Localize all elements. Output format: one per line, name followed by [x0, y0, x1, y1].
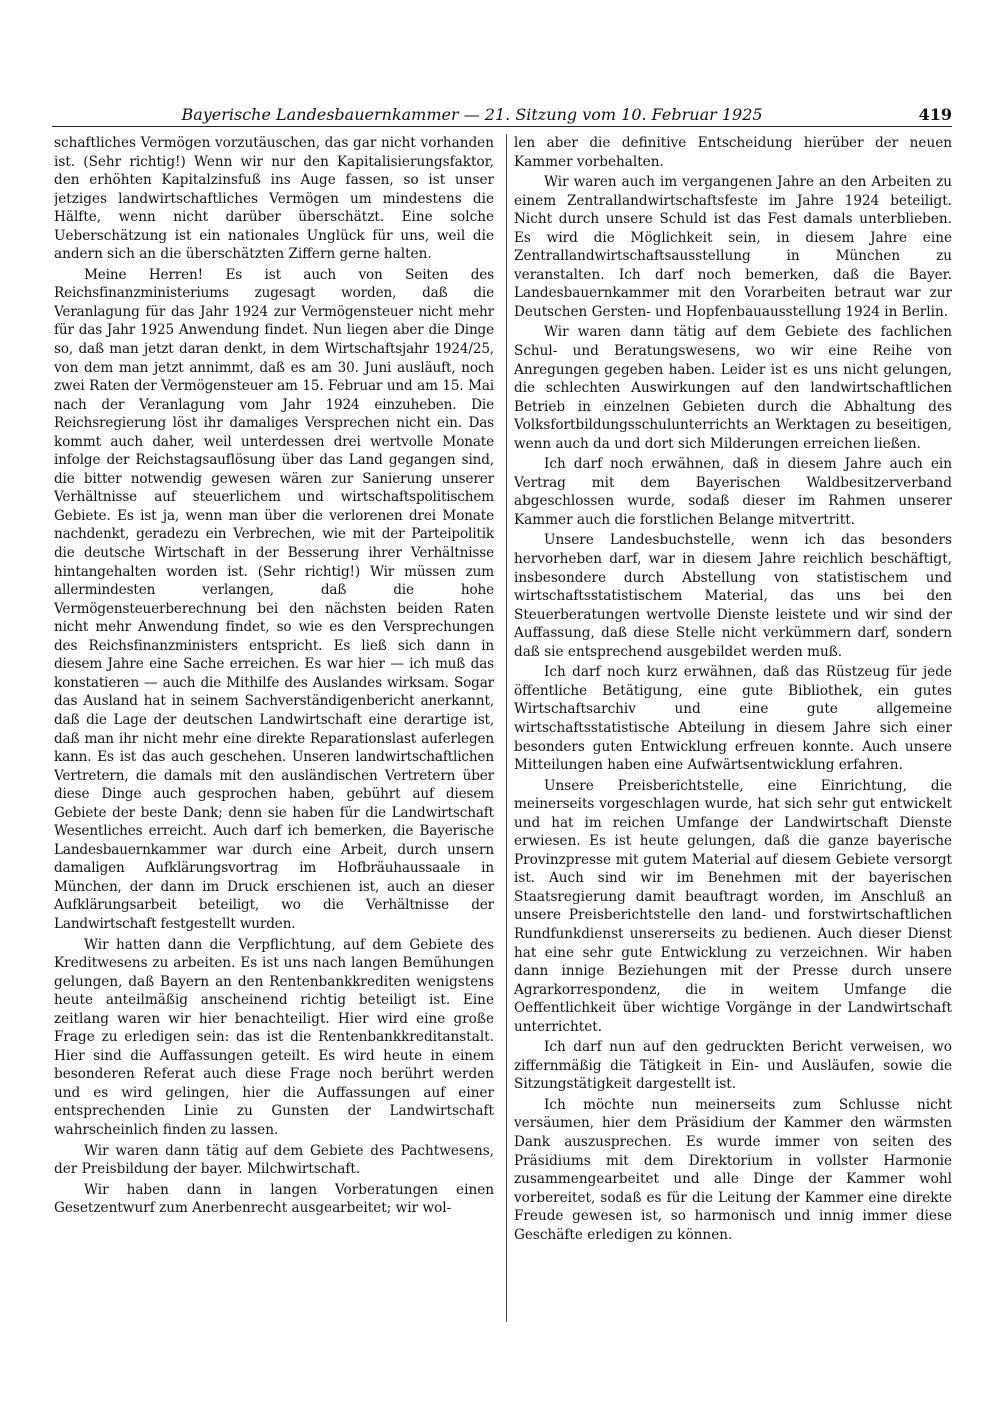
left-column: [54, 134, 494, 1324]
paragraph: Ich darf noch erwähnen, daß in diesem Jahre auch ein Vertrag mit dem Bayerischen Waldbesitzerverband abgeschlossen wurde, sodaß dieser im Rahmen unserer Kammer auch die forstlichen Belange mitvertritt.: [514, 456, 952, 528]
paragraph: len aber die definitive Entscheidung hierüber der neuen Kammer vorbehalten.: [514, 135, 952, 170]
paragraph: Ich möchte nun meinerseits zum Schlusse nicht versäumen, hier dem Präsidium der Kammer den wärmsten Dank auszusprechen. Es wurde immer von seiten des Präsidiums mit dem Direktorium in vollster Harmonie zusammengearbeitet und alle Dinge der Kammer wohl vorbereitet, sodaß es für die Leitung der Kammer eine direkte Freude gewesen ist, so harmonisch und innig immer diese Geschäfte erledigen zu können.: [514, 1096, 952, 1243]
paragraph: Wir hatten dann die Verpflichtung, auf dem Gebiete des Kreditwesens zu arbeiten. Es ist uns nach langen Bemühungen gelungen, daß Bayern an den Rentenbankkrediten wenigstens heute anteilmäßig anscheinend richtig beteiligt ist. Eine zeitlang waren wir hier benachteiligt. Hier wird eine große Frage zu erledigen sein: das ist die Rentenbankkreditanstalt. Hier sind die Auffassungen geteilt. Es wird heute in einem besonderen Referat auch diese Frage noch berührt werden und es wird gelingen, hier die Auffassungen auf einer entsprechenden Linie zu Gunsten der Landwirtschaft wahrscheinlich finden zu lassen.: [54, 936, 494, 1138]
paragraph: Wir waren auch im vergangenen Jahre an den Arbeiten zu einem Zentrallandwirtschaftsfeste im Jahre 1924 beteiligt. Nicht durch unsere Schuld ist das Fest damals unterblieben. Es wird die Möglichkeit sein, in diesem Jahre eine Zentrallandwirtschaftsausstellung in München zu veranstalten. Ich darf noch bemerken, daß die Bayer. Landesbauernkammer mit den Vorarbeiten betraut war zur Deutschen Gersten- und Hopfenbauausstellung 1924 in Berlin.: [514, 174, 952, 320]
running-header: [52, 98, 952, 124]
running-title: Bayerische Landesbauernkammer — 21. Sitzung vom 10. Februar 1925: [181, 105, 763, 124]
paragraph: Ich darf noch kurz erwähnen, daß das Rüstzeug für jede öffentliche Betätigung, eine gute Bibliothek, ein gutes Wirtschaftsarchiv und eine gute allgemeine wirtschaftsstatistische Abteilung in diesem Jahre sich einer besonders guten Entwicklung erfreuen konnte. Auch unsere Mitteilungen haben eine Aufwärtsentwicklung erfahren.: [514, 664, 952, 774]
paragraph: schaftliches Vermögen vorzutäuschen, das gar nicht vorhanden ist. (Sehr richtig!) Wenn wir nur den Kapitalisierungsfaktor, den erhöhten Kapitalzinsfuß ins Auge fassen, so ist unser jetziges landwirtschaftliches Vermögen um mindestens die Hälfte, wenn nicht darüber überschätzt. Eine solche Ueberschätzung ist ein nationales Unglück für uns, weil die andern sich an die überschätzten Ziffern gerne halten.: [54, 135, 494, 263]
paragraph: Wir haben dann in langen Vorberatungen einen Gesetzentwurf zum Anerbenrecht ausgearbeitet; wir wol-: [54, 1181, 494, 1217]
right-column: [514, 134, 952, 1324]
paragraph: Wir waren dann tätig auf dem Gebiete des fachlichen Schul- und Beratungswesens, wo wir eine Reihe von Anregungen gegeben haben. Leider ist es uns nicht gelungen, die schlechten Auswirkungen auf den landwirtschaftlichen Betrieb in einzelnen Gebieten durch die Abhaltung des Volksfortbildungsschulunterrichts an Werktagen zu beseitigen, wenn auch da und dort sich Milderungen erreichen ließen.: [514, 324, 952, 452]
paragraph: Unsere Landesbuchstelle, wenn ich das besonders hervorheben darf, war in diesem Jahre reichlich beschäftigt, insbesondere durch Abstellung von statistischem und wirtschaftsstatistischem Material, das uns bei den Steuerberatungen wertvolle Dienste leistete und wir sind der Auffassung, daß diese Stelle nicht verkümmern darf, sondern daß sie entsprechend ausgebildet werden muß.: [514, 532, 952, 660]
paragraph: Ich darf nun auf den gedruckten Bericht verweisen, wo ziffernmäßig die Tätigkeit in Ein- und Ausläufen, sowie die Sitzungstätigkeit dargestellt ist.: [514, 1039, 952, 1093]
paragraph: Wir waren dann tätig auf dem Gebiete des Pachtwesens, der Preisbildung der bayer. Milchwirtschaft.: [54, 1142, 494, 1178]
header-rule: [52, 126, 952, 127]
paragraph: Meine Herren! Es ist auch von Seiten des Reichsfinanzministeriums zugesagt worden, daß die Veranlagung für das Jahr 1924 zur Vermögensteuer nicht mehr für das Jahr 1925 Anwendung findet. Nun liegen aber die Dinge so, daß man jetzt daran denkt, in dem Wirtschaftsjahr 1924/25, von dem man jetzt annimmt, daß es am 30. Juni ausläuft, noch zwei Raten der Vermögensteuer am 15. Februar und am 15. Mai nach der Veranlagung vom Jahr 1924 einzuheben. Die Reichsregierung löst ihr damaliges Versprechen nicht ein. Das kommt auch daher, weil unterdessen drei wertvolle Monate infolge der Reichstagsauflösung über das Land gegangen sind, die bitter notwendig gewesen wären zur Sanierung unserer Verhältnisse auf steuerlichem und wirtschaftspolitischem Gebiete. Es ist ja, wenn man über die verlorenen drei Monate nachdenkt, geradezu ein Verbrechen, wie mit der Parteipolitik die deutsche Wirtschaft in der Besserung ihrer Verhältnisse hintangehalten worden ist. (Sehr richtig!) Wir müssen zum allermindesten verlangen, daß die hohe Vermögensteuerberechnung bei den nächsten beiden Raten nicht mehr Anwendung findet, so wie es den Versprechungen des Reichsfinanzministers entspricht. Es ließ sich dann in diesem Jahre eine Sache erreichen. Es war hier — ich muß das konstatieren — auch die Mithilfe des Auslandes wirksam. Sogar das Ausland hat in seinem Sachverständigenbericht anerkannt, daß die Lage der deutschen Landwirtschaft eine derartige ist, daß man ihr nicht mehr eine direkte Reparationslast auferlegen kann. Es ist das auch geschehen. Unseren landwirtschaftlichen Vertretern, die damals mit den ausländischen Vertretern über diese Dinge auch gesprochen haben, gebührt auf diesem Gebiete der beste Dank; denn sie haben für die Landwirtschaft Wesentliches erreicht. Auch darf ich bemerken, die Bayerische Landesbauernkammer war durch eine Arbeit, durch unsern damaligen Aufklärungsvortrag im Hofbräuhaussaale in München, der dann im Druck erschienen ist, auch an dieser Aufklärungsarbeit beteiligt, wo die Verhältnisse der Landwirtschaft festgestellt wurden.: [54, 266, 494, 932]
column-divider: [506, 134, 507, 1322]
page-number: 419: [918, 105, 952, 124]
paragraph: Unsere Preisberichtstelle, eine Einrichtung, die meinerseits vorgeschlagen wurde, hat sich sehr gut entwickelt und hat im reichen Umfange der Landwirtschaft Dienste erwiesen. Es ist heute gelungen, daß die ganze bayerische Provinzpresse mit gutem Material auf diesem Gebiete versorgt ist. Auch sind wir im Benehmen mit der bayerischen Staatsregierung damit beauftragt worden, im Anschluß an unsere Preisberichtstelle den land- und forstwirtschaftlichen Rundfunkdienst unsererseits zu bedienen. Auch dieser Dienst hat eine sehr gute Entwicklung zu verzeichnen. Wir haben dann innige Beziehungen mit der Presse durch unsere Agrarkorrespondenz, die in weitem Umfange die Oeffentlichkeit über wichtige Vorgänge in der Landwirtschaft unterrichtet.: [514, 777, 952, 1035]
